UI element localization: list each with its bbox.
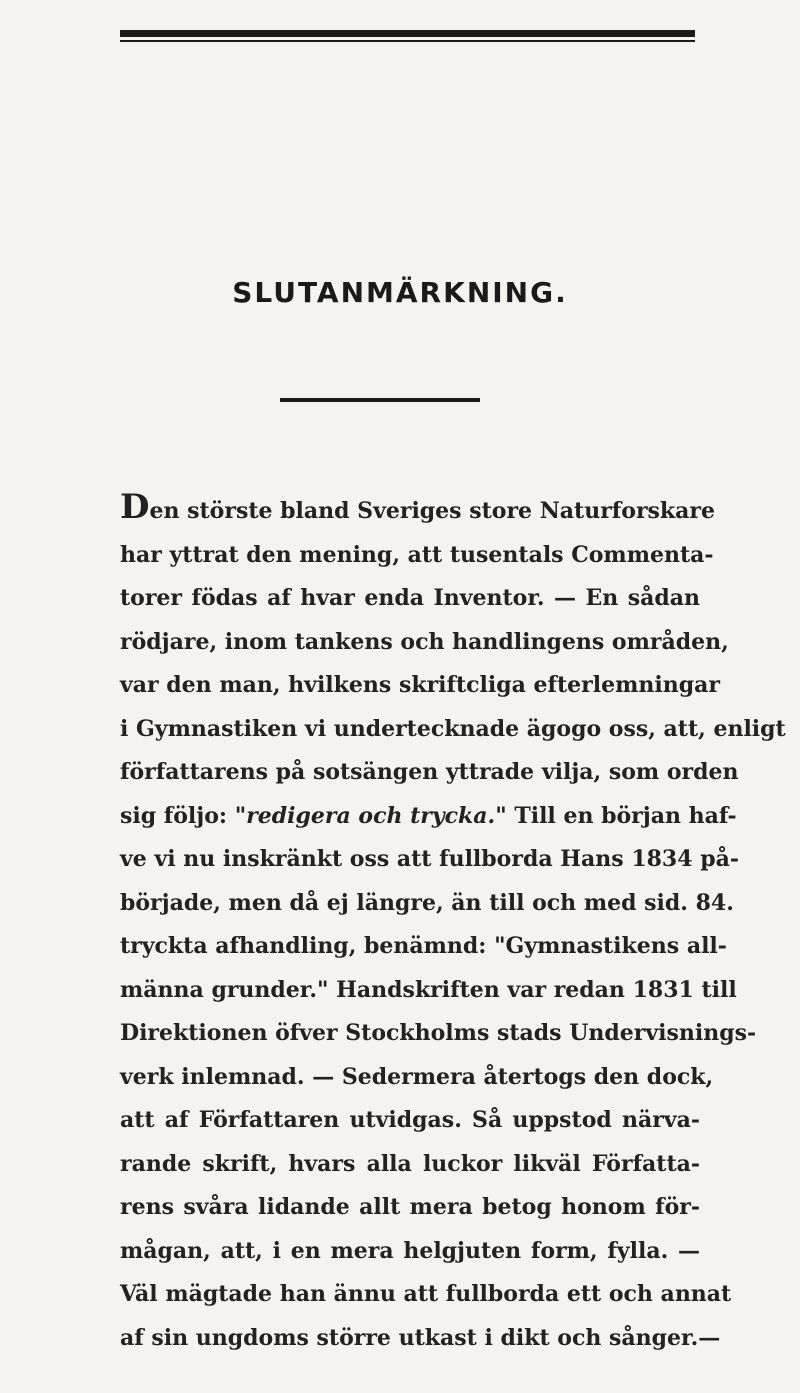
text-line-13: Direktionen öfver Stockholms stads Undervisnings- xyxy=(120,1020,757,1046)
text-line-3: torer födas af hvar enda Inventor. — En sådan xyxy=(120,585,700,611)
drop-cap: D xyxy=(120,487,150,527)
quoted-phrase: "redigera och trycka." xyxy=(234,802,507,829)
text-line-2: har yttrat den mening, att tusentals Commenta- xyxy=(120,541,714,568)
text-line-16: rande skrift, hvars alla luckor likväl Författa- xyxy=(120,1150,700,1177)
text-line-10: började, men då ej längre, än till och med sid. 84. xyxy=(120,889,734,916)
text-line-11: tryckta afhandling, benämnd: "Gymnastikens all- xyxy=(120,933,727,959)
text-line-7: författarens på sotsängen yttrade vilja, som orden xyxy=(120,759,739,785)
text-line-14: verk inlemnad. — Sedermera återtogs den dock, xyxy=(120,1063,714,1090)
text-line-9: ve vi nu inskränkt oss att fullborda Hans 1834 på- xyxy=(120,846,739,872)
body-paragraph xyxy=(120,487,786,1360)
text-line-18: mågan, att, i en mera helgjuten form, fylla. — xyxy=(120,1237,700,1264)
text-line-20: af sin ungdoms större utkast i dikt och sånger.— xyxy=(120,1324,721,1351)
text-line-17: rens svåra lidande allt mera betog honom för- xyxy=(120,1194,700,1220)
text-line-4: rödjare, inom tankens och handlingens områden, xyxy=(120,628,729,655)
text-line-19: Väl mägtade han ännu att fullborda ett och annat xyxy=(120,1281,732,1307)
text-line-15: att af Författaren utvidgas. Så uppstod närva- xyxy=(120,1107,700,1133)
top-rule-thin xyxy=(120,40,695,42)
page-heading: SLUTANMÄRKNING. xyxy=(232,276,568,309)
text-line-5: var den man, hvilkens skriftcliga efterlemningar xyxy=(120,672,720,698)
top-rule-thick xyxy=(120,30,695,37)
text-line-12: männa grunder." Handskriften var redan 1831 till xyxy=(120,976,737,1003)
text-line-1: Den störste bland Sveriges store Naturforskare xyxy=(120,487,716,527)
heading-rule xyxy=(280,398,480,402)
text-line-6: i Gymnastiken vi undertecknade ägogo oss, att, enligt xyxy=(120,715,786,742)
text-line-8: sig följo: "redigera och trycka." Till en början haf- xyxy=(120,802,737,829)
